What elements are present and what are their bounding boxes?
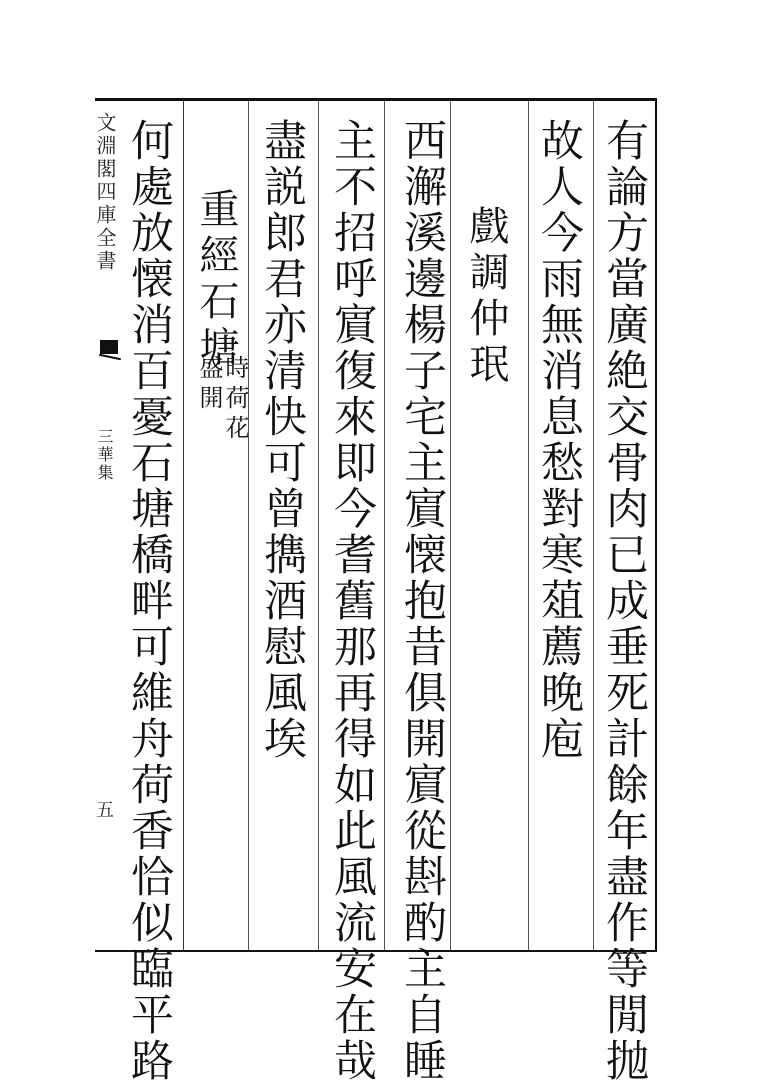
text-column-5: 主不招呼賔復來即今耆舊那再得如此風流安在哉 [327,118,377,1084]
text-column-1: 有論方當廣絶交骨肉已成垂死計餘年盡作等閒抛 [599,118,649,1084]
column-rule [593,101,594,950]
column-rule [248,101,249,950]
title-annotation [192,355,249,465]
page-number: 五 [93,800,114,818]
column-rule [528,101,529,950]
poem-title-column: 戲調仲珉 [463,205,509,389]
annotation-line-left: 盛開 [195,355,223,415]
frame-top-rule [95,98,657,101]
poem-title-column: 重經石塘 [193,188,239,372]
fish-tail-line [99,354,121,361]
column-rule [384,101,385,950]
gutter-book-title: 三華集 [95,428,114,482]
column-rule [450,101,451,950]
text-column-6: 盡説郎君亦清快可曾擕酒慰風埃 [257,118,307,762]
fish-tail-mark [100,340,118,354]
frame-left-rule [183,100,184,950]
text-column-8: 何處放懐消百憂石塘橋畔可維舟荷香恰似臨平路 [124,118,174,1084]
frame-right-rule [655,98,657,952]
column-rule [318,101,319,950]
text-column-4: 西澥溪邊楊子宅主賔懐抱昔俱開賔從斟酌主自睡 [397,118,447,1084]
annotation-line-right: 時荷花 [221,355,249,445]
text-column-2: 故人今雨無消息愁對寒葅薦晚庖 [534,118,584,762]
gutter-collection-title: 文淵閣四庫全書 [93,112,117,273]
